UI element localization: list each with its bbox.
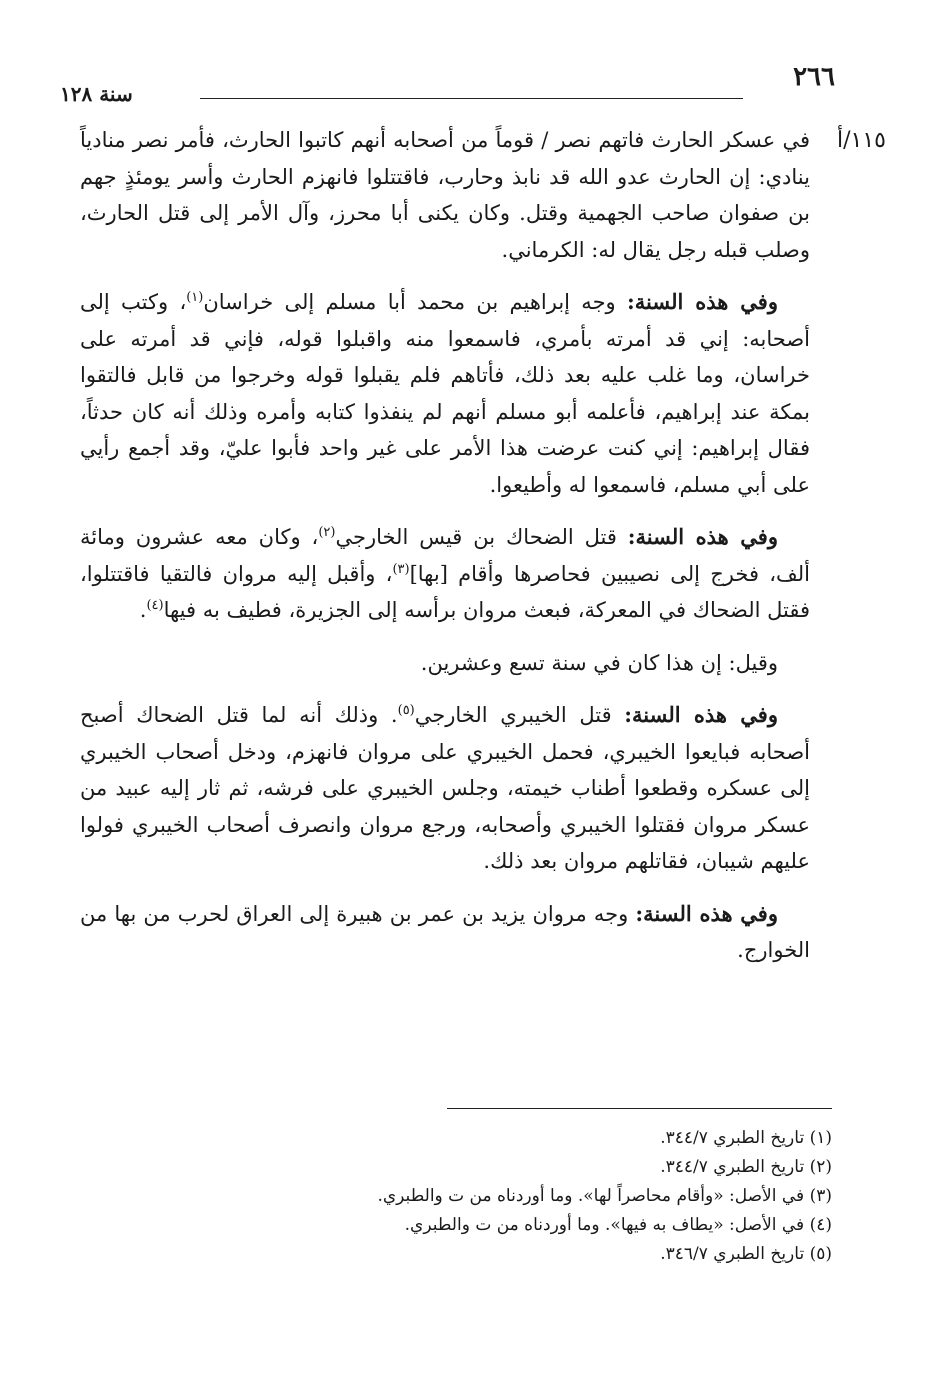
- footnote-ref-4: (٤): [146, 598, 164, 613]
- paragraph-1: [80, 122, 810, 268]
- paragraph-3-text-c: ، وأقبل إليه مروان فالتقيا فاقتتلوا، فقتل الضحاك في المعركة، فبعث مروان برأسه إلى الجزيرة، فطيف به فيها: [80, 561, 810, 622]
- paragraph-4-text: وقيل: إن هذا كان في سنة تسع وعشرين.: [420, 650, 778, 675]
- main-text: [80, 122, 810, 985]
- page-header: [60, 62, 835, 106]
- paragraph-6-lead: وفي هذه السنة:: [635, 900, 778, 926]
- footnote-separator: [447, 1108, 832, 1109]
- footnote-1: (١) تاريخ الطبري ٣٤٤/٧.: [660, 1128, 832, 1148]
- footnote-ref-5: (٥): [397, 703, 415, 718]
- paragraph-2-lead: وفي هذه السنة:: [627, 289, 778, 314]
- page-number: ٢٦٦: [793, 62, 835, 92]
- paragraph-1-text: في عسكر الحارث فاتهم نصر / قوماً من أصحابه أنهم كاتبوا الحارث، فأمر نصر منادياً ينادي: إن الحارث عدو الله قد نابذ وحارب، فاقتتلوا فانهزم الحارث وأسر يومئذٍ جهم بن صفوان صاحب الجهمية وقتل. وكان يكنى أبا محرز، وآل الأمر إلى قتل الحارث، وصلب قبله رجل يقال له: الكرماني.: [80, 128, 810, 262]
- footnote-5: (٥) تاريخ الطبري ٣٤٦/٧.: [660, 1244, 832, 1264]
- footnotes: [132, 1124, 832, 1269]
- paragraph-2-text-a: وجه إبراهيم بن محمد أبا مسلم إلى خراسان: [203, 290, 627, 314]
- footnote-ref-2: (٢): [318, 525, 336, 540]
- footnote-4: (٤) في الأصل: «يطاف به فيها». وما أوردناه من ت والطبري.: [404, 1215, 832, 1235]
- footnote-ref-3: (٣): [392, 561, 410, 577]
- paragraph-3-text-a: قتل الضحاك بن قيس الخارجي: [335, 525, 628, 549]
- footnote-3: (٣) في الأصل: «وأقام محاصراً لها». وما أوردناه من ت والطبري.: [377, 1186, 832, 1206]
- paragraph-2: [80, 284, 810, 503]
- paragraph-5-text-b: . وذلك أنه لما قتل الضحاك أصبح أصحابه فبايعوا الخيبري، فحمل الخيبري على مروان فانهزم، ودخل أصحاب الخيبري إلى عسكره وقطعوا أطناب خيمته، وجلس الخيبري على فرشه، ثم ثار إليه عبيد من عسكر مروان فقتلوا الخيبري وأصحابه، ورجع مروان وانصرف أصحاب الخيبري فولوا عليهم شيبان، فقاتلهم مروان بعد ذلك.: [80, 703, 810, 873]
- paragraph-2-text-b: ، وكتب إلى أصحابه: إني قد أمرته بأمري، فاسمعوا منه واقبلوا قوله، فإني قد أمرته على خراسان، وما غلب عليه بعد ذلك، فأتاهم فلم يقبلوا قوله وخرجوا من قابل فالتقوا بمكة عند إبراهيم، فأعلمه أبو مسلم أنهم لم ينفذوا كتابه وأمره وذلك أنه كان حدثاً، فقال إبراهيم: إني كنت عرضت هذا الأمر على غير واحد فأبوا عليّ، وقد أجمع رأيي على أبي مسلم، فاسمعوا له وأطيعوا.: [80, 290, 810, 497]
- paragraph-3-text-d: .: [139, 598, 147, 622]
- paragraph-3: [80, 519, 810, 629]
- paragraph-5: [80, 697, 810, 880]
- paragraph-6: [80, 896, 810, 969]
- manuscript-folio-marker: ١١٥/أ: [837, 128, 886, 153]
- paragraph-5-text-a: قتل الخيبري الخارجي: [414, 703, 625, 727]
- paragraph-4: [80, 645, 810, 682]
- paragraph-6-text: وجه مروان يزيد بن عمر بن هبيرة إلى العراق لحرب من بها من الخوارج.: [80, 901, 810, 962]
- paragraph-3-lead: وفي هذه السنة:: [627, 524, 778, 549]
- footnote-2: (٢) تاريخ الطبري ٣٤٤/٧.: [660, 1157, 832, 1177]
- paragraph-5-lead: وفي هذه السنة:: [624, 702, 778, 727]
- running-head: سنة ١٢٨: [60, 82, 133, 106]
- header-rule: [200, 98, 743, 99]
- footnote-ref-1: (١): [186, 290, 204, 305]
- paragraph-3-text-b: ، وكان معه عشرون ومائة ألف، فخرج إلى نصيبين فحاصرها وأقام [بها]: [80, 525, 810, 586]
